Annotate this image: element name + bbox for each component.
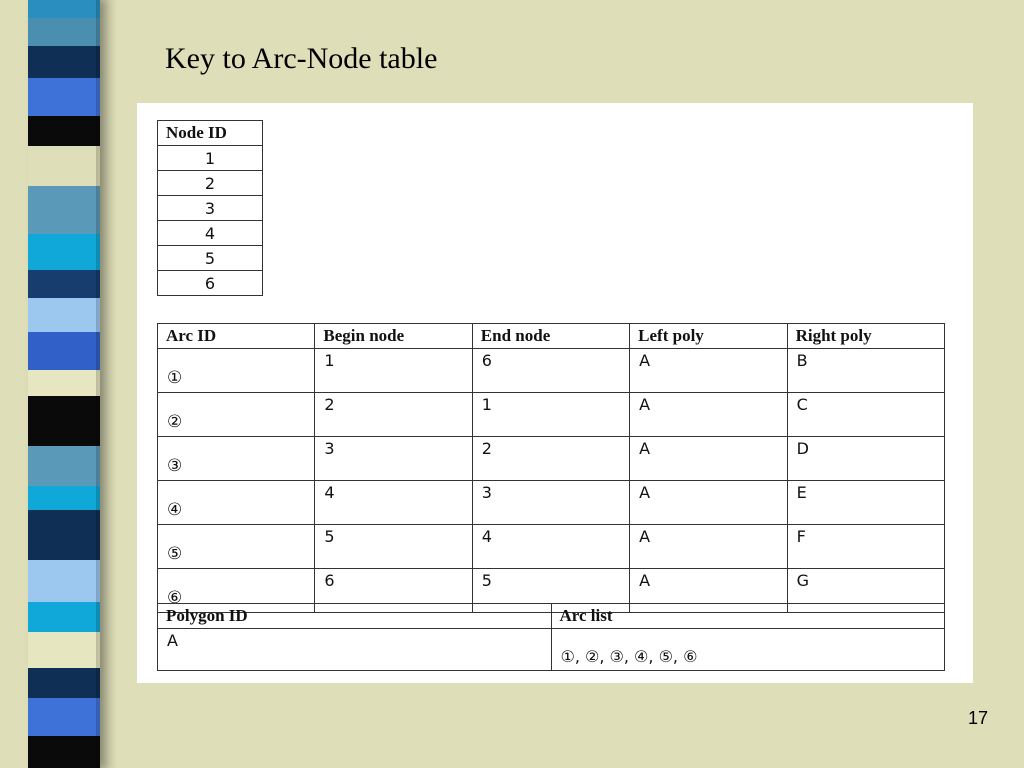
begin-node-header: Begin node: [315, 324, 472, 349]
table-row: [158, 349, 945, 393]
left-poly-cell: A: [630, 481, 787, 525]
ribbon-band: [28, 396, 100, 446]
table-panel: [137, 103, 973, 683]
node-id-cell: 6: [158, 271, 263, 296]
ribbon-band: [28, 510, 100, 560]
node-id-cell: 4: [158, 221, 263, 246]
ribbon-band: [28, 698, 100, 736]
left-poly-cell: A: [630, 525, 787, 569]
node-table: [157, 120, 263, 296]
polygon-id-cell: A: [158, 629, 552, 671]
begin-node-cell: 2: [315, 393, 472, 437]
node-id-header: Node ID: [158, 121, 263, 146]
ribbon-band: [28, 270, 100, 298]
arc-list-header: Arc list: [551, 604, 945, 629]
right-poly-cell: C: [787, 393, 944, 437]
ribbon-band: [28, 668, 100, 698]
ribbon-band: [28, 486, 100, 510]
table-row: [158, 525, 945, 569]
ribbon-band: [28, 736, 100, 768]
end-node-cell: 6: [472, 349, 629, 393]
node-id-cell: 5: [158, 246, 263, 271]
ribbon-band: [28, 298, 100, 332]
arc-list-cell: ①, ②, ③, ④, ⑤, ⑥: [551, 629, 945, 671]
node-id-cell: 1: [158, 146, 263, 171]
polygon-table: [157, 603, 945, 671]
begin-node-cell: 1: [315, 349, 472, 393]
table-row: [158, 221, 263, 246]
end-node-cell: 3: [472, 481, 629, 525]
table-row: [158, 146, 263, 171]
left-poly-header: Left poly: [630, 324, 787, 349]
ribbon-band: [28, 446, 100, 486]
ribbon-band: [28, 18, 100, 46]
page-number: 17: [967, 708, 988, 728]
end-node-cell: 4: [472, 525, 629, 569]
arc-id-cell: ⑤: [158, 525, 315, 569]
arc-id-header: Arc ID: [158, 324, 315, 349]
right-poly-header: Right poly: [787, 324, 944, 349]
ribbon-band: [28, 0, 100, 18]
ribbon-band: [28, 186, 100, 234]
table-row: [158, 246, 263, 271]
table-row: [158, 437, 945, 481]
decorative-ribbon: [28, 0, 100, 768]
left-poly-cell: A: [630, 437, 787, 481]
node-id-cell: 3: [158, 196, 263, 221]
right-poly-cell: B: [787, 349, 944, 393]
node-id-cell: 2: [158, 171, 263, 196]
polygon-id-header: Polygon ID: [158, 604, 552, 629]
table-row: [158, 271, 263, 296]
arc-id-cell: ⑥: [158, 569, 315, 613]
left-poly-cell: A: [630, 569, 787, 613]
ribbon-band: [28, 370, 100, 396]
ribbon-band: [28, 602, 100, 632]
table-row: [158, 481, 945, 525]
end-node-cell: 2: [472, 437, 629, 481]
right-poly-cell: G: [787, 569, 944, 613]
left-poly-cell: A: [630, 349, 787, 393]
table-row: [158, 629, 945, 671]
right-poly-cell: E: [787, 481, 944, 525]
begin-node-cell: 3: [315, 437, 472, 481]
end-node-cell: 5: [472, 569, 629, 613]
end-node-cell: 1: [472, 393, 629, 437]
table-row: [158, 171, 263, 196]
begin-node-cell: 4: [315, 481, 472, 525]
ribbon-band: [28, 116, 100, 146]
end-node-header: End node: [472, 324, 629, 349]
left-poly-cell: A: [630, 393, 787, 437]
table-row: [158, 393, 945, 437]
arc-table: [157, 323, 945, 613]
arc-id-cell: ③: [158, 437, 315, 481]
ribbon-band: [28, 46, 100, 78]
begin-node-cell: 6: [315, 569, 472, 613]
table-row: [158, 196, 263, 221]
begin-node-cell: 5: [315, 525, 472, 569]
arc-id-cell: ④: [158, 481, 315, 525]
ribbon-band: [28, 78, 100, 116]
ribbon-band: [28, 332, 100, 370]
ribbon-band: [28, 632, 100, 668]
right-poly-cell: D: [787, 437, 944, 481]
ribbon-band: [28, 560, 100, 602]
ribbon-band: [28, 234, 100, 270]
slide-title: Key to Arc-Node table: [165, 42, 438, 75]
arc-id-cell: ①: [158, 349, 315, 393]
right-poly-cell: F: [787, 525, 944, 569]
ribbon-band: [28, 146, 100, 186]
ribbon-shadow: [96, 0, 118, 768]
arc-id-cell: ②: [158, 393, 315, 437]
